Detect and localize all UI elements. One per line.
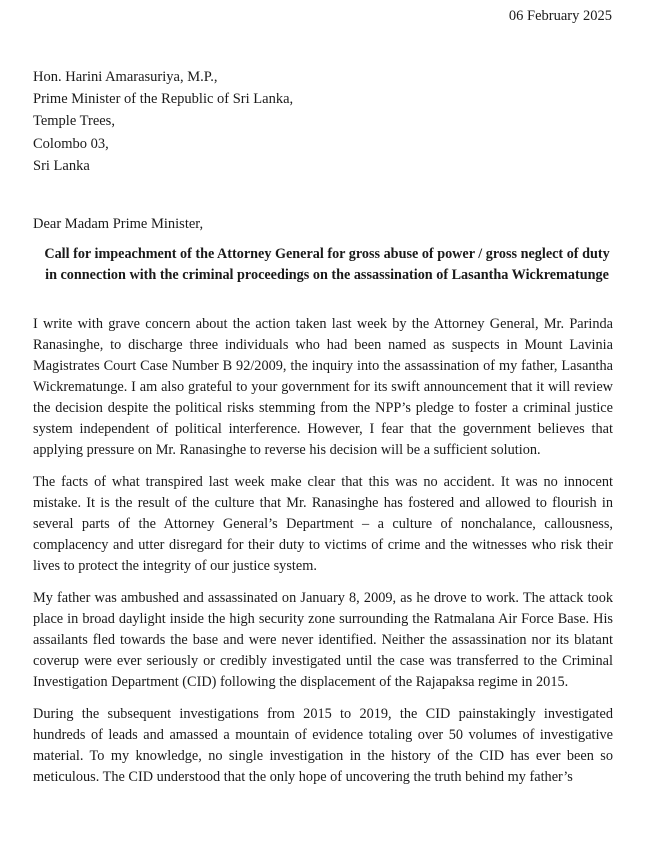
body-paragraph: I write with grave concern about the action taken last week by the Attorney General, Mr. Parinda Ranasinghe, to discharge three individuals who had been named as suspects in Mount Lavinia Magistrates Court Case Number B 92/2009, the inquiry into the assassination of my father, Lasantha Wickrematunge. I am also grateful to your government for its swift announcement that it will review the decision despite the political risks stemming from the NPP’s pledge to foster a criminal justice system independent of political interference. However, I fear that the government believes that applying pressure on Mr. Ranasinghe to reverse his decision will be a sufficient solution. [33,316,613,458]
salutation: Dear Madam Prime Minister, [33,216,204,232]
address-line-country: Sri Lanka [33,157,90,174]
letter-date: 06 February 2025 [508,8,612,24]
letter-body [33,314,613,799]
letter-subject: Call for impeachment of the Attorney General for gross abuse of power / gross neglect of duty in connection with the criminal proceedings on the assassination of Lasantha Wickrematunge [44,246,610,283]
address-line-title: Prime Minister of the Republic of Sri Lanka, [33,91,294,108]
body-paragraph: The facts of what transpired last week make clear that this was no accident. It was no innocent mistake. It is the result of the culture that Mr. Ranasinghe has fostered and allowed to flourish in several parts of the Attorney General’s Department – a culture of nonchalance, callousness, complacency and utter disregard for their duty to victims of crime and the witnesses who risk their lives to protect the integrity of our justice system. [33,474,613,574]
address-line-city: Colombo 03, [33,135,109,152]
recipient-address [33,66,293,177]
address-line-residence: Temple Trees, [33,113,115,130]
address-line-name: Hon. Harini Amarasuriya, M.P., [33,69,218,85]
body-paragraph: During the subsequent investigations from 2015 to 2019, the CID painstakingly investigated hundreds of leads and amassed a mountain of evidence totaling over 50 volumes of investigative material. To my knowledge, no single investigation in the history of the CID has ever been so meticulous. The CID understood that the only hope of uncovering the truth behind my father’s [33,706,613,785]
body-paragraph: My father was ambushed and assassinated on January 8, 2009, as he drove to work. The attack took place in broad daylight inside the high security zone surrounding the Ratmalana Air Force Base. His assailants fled towards the base and were never identified. Neither the assassination nor its blatant coverup were ever seriously or credibly investigated until the case was transferred to the Criminal Investigation Department (CID) following the displacement of the Rajapaksa regime in 2015. [33,590,613,690]
